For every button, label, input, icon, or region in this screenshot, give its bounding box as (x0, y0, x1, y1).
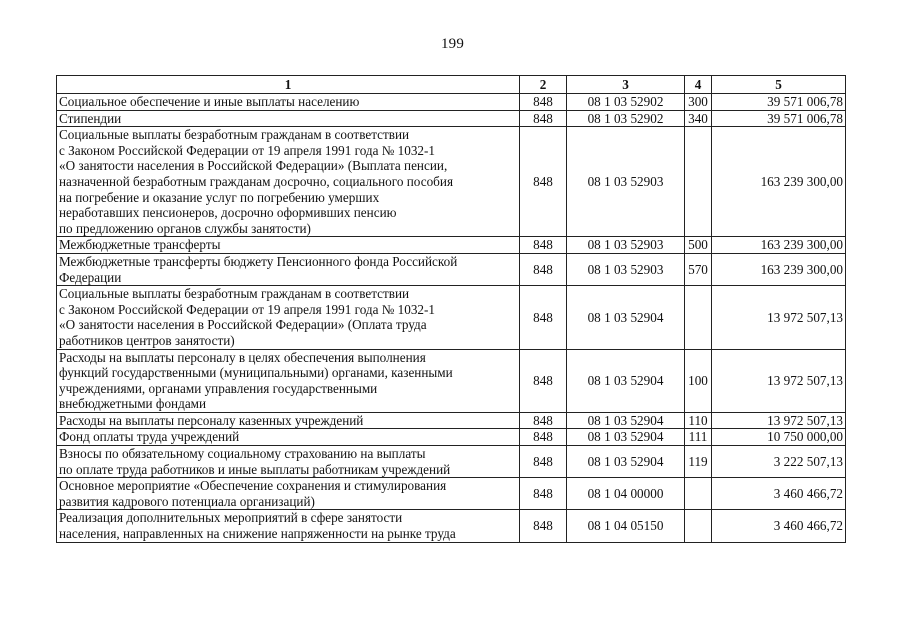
expense-type-code-cell: 570 (685, 253, 712, 285)
expense-type-code-cell (685, 478, 712, 510)
table-row (57, 94, 846, 111)
header-col-5: 5 (712, 76, 846, 94)
ministry-code-cell: 848 (520, 237, 567, 254)
expense-name-cell: Стипендии (57, 110, 520, 127)
header-col-2: 2 (520, 76, 567, 94)
target-article-code-cell: 08 1 03 52904 (567, 286, 685, 349)
amount-cell: 3 460 466,72 (712, 478, 846, 510)
ministry-code-cell: 848 (520, 110, 567, 127)
target-article-code-cell: 08 1 03 52904 (567, 412, 685, 429)
ministry-code-cell: 848 (520, 253, 567, 285)
target-article-code-cell: 08 1 04 00000 (567, 478, 685, 510)
header-col-3: 3 (567, 76, 685, 94)
page-number: 199 (440, 36, 465, 52)
expense-name-cell: Социальные выплаты безработным гражданам в соответствии с Законом Российской Федерации от 19 апреля 1991 года № 1032-1 «О занятости населения в Российской Федерации» (Оплата труда работников центров занятости) (57, 286, 520, 349)
target-article-code-cell: 08 1 03 52902 (567, 94, 685, 111)
expense-type-code-cell: 110 (685, 412, 712, 429)
expense-name-cell: Расходы на выплаты персоналу в целях обеспечения выполнения функций государственными (муниципальными) органами, казенными учреждениями, органами управления государственными внебюджетными фондами (57, 349, 520, 412)
expense-type-code-cell: 500 (685, 237, 712, 254)
table-row (57, 446, 846, 478)
table-row (57, 349, 846, 412)
expense-name-cell: Межбюджетные трансферты (57, 237, 520, 254)
ministry-code-cell: 848 (520, 478, 567, 510)
expense-type-code-cell (685, 127, 712, 237)
amount-cell: 13 972 507,13 (712, 412, 846, 429)
expense-name-cell: Расходы на выплаты персоналу казенных учреждений (57, 412, 520, 429)
expense-type-code-cell: 111 (685, 429, 712, 446)
ministry-code-cell: 848 (520, 286, 567, 349)
budget-table (56, 75, 846, 543)
table-row (57, 237, 846, 254)
table-row (57, 253, 846, 285)
expense-type-code-cell: 340 (685, 110, 712, 127)
amount-cell: 10 750 000,00 (712, 429, 846, 446)
ministry-code-cell: 848 (520, 349, 567, 412)
target-article-code-cell: 08 1 03 52904 (567, 349, 685, 412)
expense-name-cell: Фонд оплаты труда учреждений (57, 429, 520, 446)
target-article-code-cell: 08 1 03 52903 (567, 237, 685, 254)
amount-cell: 163 239 300,00 (712, 237, 846, 254)
target-article-code-cell: 08 1 03 52904 (567, 429, 685, 446)
expense-type-code-cell: 300 (685, 94, 712, 111)
ministry-code-cell: 848 (520, 412, 567, 429)
expense-name-cell: Взносы по обязательному социальному страхованию на выплаты по оплате труда работников и иные выплаты работникам учреждений (57, 446, 520, 478)
amount-cell: 163 239 300,00 (712, 127, 846, 237)
table-row (57, 429, 846, 446)
table-row (57, 478, 846, 510)
ministry-code-cell: 848 (520, 94, 567, 111)
expense-name-cell: Межбюджетные трансферты бюджету Пенсионного фонда Российской Федерации (57, 253, 520, 285)
table-row (57, 127, 846, 237)
expense-name-cell: Социальное обеспечение и иные выплаты населению (57, 94, 520, 111)
table-row (57, 412, 846, 429)
header-col-1: 1 (57, 76, 520, 94)
amount-cell: 163 239 300,00 (712, 253, 846, 285)
target-article-code-cell: 08 1 04 05150 (567, 510, 685, 542)
target-article-code-cell: 08 1 03 52903 (567, 127, 685, 237)
amount-cell: 3 222 507,13 (712, 446, 846, 478)
table-row (57, 286, 846, 349)
amount-cell: 13 972 507,13 (712, 286, 846, 349)
table-body (57, 94, 846, 543)
expense-type-code-cell: 100 (685, 349, 712, 412)
target-article-code-cell: 08 1 03 52903 (567, 253, 685, 285)
table-row (57, 510, 846, 542)
amount-cell: 13 972 507,13 (712, 349, 846, 412)
target-article-code-cell: 08 1 03 52902 (567, 110, 685, 127)
amount-cell: 39 571 006,78 (712, 110, 846, 127)
expense-name-cell: Реализация дополнительных мероприятий в сфере занятости населения, направленных на снижение напряженности на рынке труда (57, 510, 520, 542)
ministry-code-cell: 848 (520, 429, 567, 446)
ministry-code-cell: 848 (520, 446, 567, 478)
header-col-4: 4 (685, 76, 712, 94)
amount-cell: 3 460 466,72 (712, 510, 846, 542)
expense-name-cell: Основное мероприятие «Обеспечение сохранения и стимулирования развития кадрового потенциала организаций) (57, 478, 520, 510)
expense-type-code-cell: 119 (685, 446, 712, 478)
expense-type-code-cell (685, 286, 712, 349)
table-row (57, 110, 846, 127)
expense-name-cell: Социальные выплаты безработным гражданам в соответствии с Законом Российской Федерации от 19 апреля 1991 года № 1032-1 «О занятости населения в Российской Федерации» (Выплата пенсии, назначенной безработным гражданам досрочно, социального пособия на погребение и оказание услуг по погребению умерших неработавших пенсионеров, досрочно оформивших пенсию по предложению органов службы занятости) (57, 127, 520, 237)
ministry-code-cell: 848 (520, 510, 567, 542)
amount-cell: 39 571 006,78 (712, 94, 846, 111)
ministry-code-cell: 848 (520, 127, 567, 237)
header-row (57, 76, 846, 94)
expense-type-code-cell (685, 510, 712, 542)
target-article-code-cell: 08 1 03 52904 (567, 446, 685, 478)
